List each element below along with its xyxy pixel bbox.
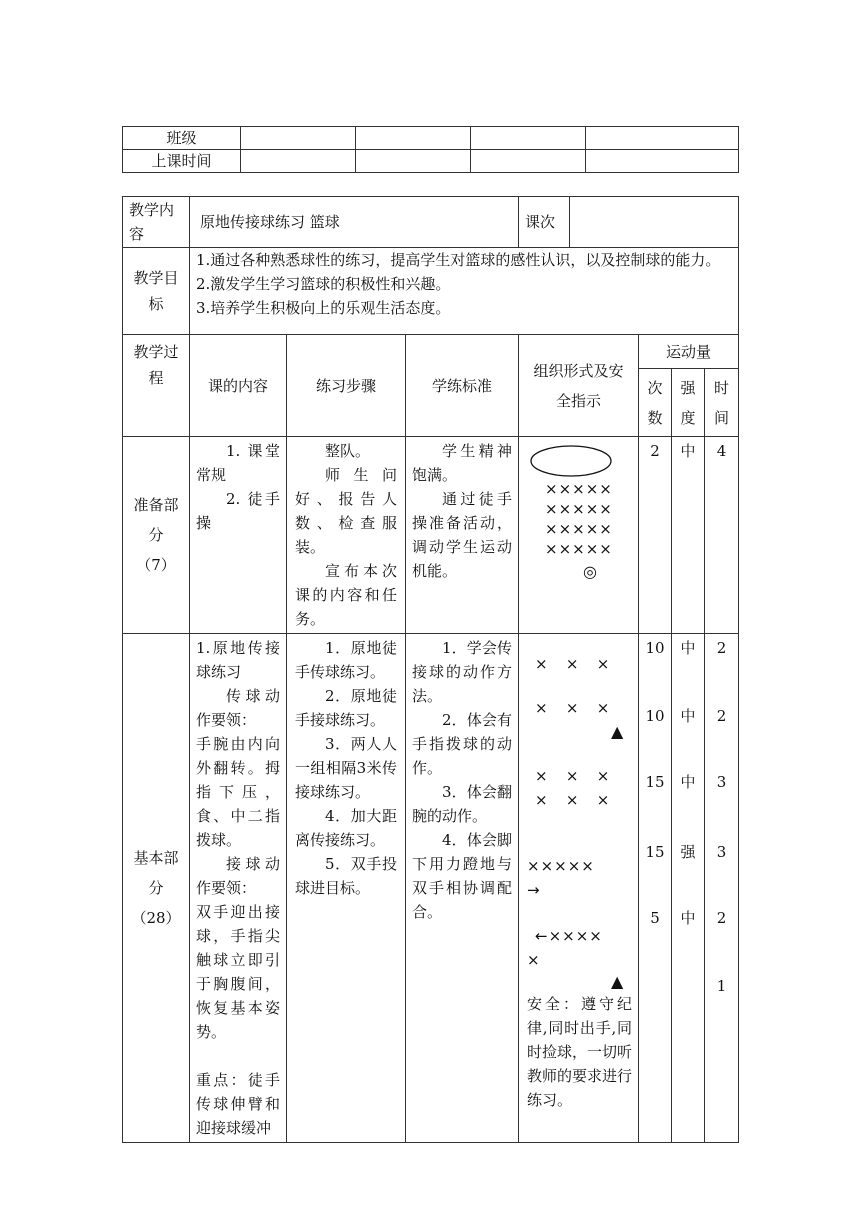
- prep-content-item: 1. 课堂常规: [196, 442, 280, 484]
- catch-label: 接球动作要领：: [196, 855, 280, 897]
- prep-count: 2: [639, 437, 672, 634]
- time-value: 3: [716, 773, 727, 791]
- basic-steps: [287, 634, 406, 1143]
- count-value: 15: [645, 843, 665, 861]
- arrow-right-icon: →: [527, 881, 541, 899]
- catch-text: 双手迎出接球，手指尖触球立即引于胸腹间，恢复基本姿势。: [196, 903, 280, 1041]
- objective-item: 3.培养学生积极向上的乐观生活态度。: [196, 299, 451, 317]
- prep-step-item: 宣布本次课的内容和任务。: [295, 562, 397, 628]
- class-info-table: [122, 126, 739, 173]
- formation-row: × × ×: [535, 791, 611, 809]
- count-value: 10: [645, 639, 665, 657]
- basic-formation: [519, 634, 639, 1143]
- formation-row: ×××××: [545, 500, 613, 518]
- class-cell-2[interactable]: [356, 127, 471, 150]
- count-value: 10: [645, 707, 665, 725]
- prep-content: [190, 437, 287, 634]
- col-intensity: 强度: [672, 369, 705, 437]
- prep-standard-item: 学生精神饱满。: [412, 442, 513, 484]
- pass-text: 手腕由内向外翻转。拇指下压，食、中二指拨球。: [196, 735, 280, 849]
- intensity-value: 中: [680, 707, 696, 725]
- time-value: 3: [716, 843, 727, 861]
- teacher-triangle-icon: ▲: [611, 972, 624, 991]
- class-cell-4[interactable]: [586, 127, 739, 150]
- basic-content-title: 1.原地传接球练习: [196, 639, 280, 681]
- col-steps: 练习步骤: [287, 335, 406, 437]
- objective-item: 2.激发学生学习篮球的积极性和兴趣。: [196, 275, 451, 293]
- formation-row: ×: [527, 951, 541, 969]
- time-value: 2: [716, 909, 727, 927]
- col-process: 教学过程: [123, 335, 190, 437]
- class-cell-3[interactable]: [471, 127, 586, 150]
- objectives-list: [190, 248, 739, 335]
- formation-row: × × ×: [535, 699, 611, 717]
- lesson-label: 课次: [519, 197, 570, 248]
- basic-step-item: 2．原地徒手接球练习。: [295, 687, 397, 729]
- intensity-value: 中: [680, 909, 696, 927]
- basic-intensities: [672, 634, 705, 1143]
- class-label: 班级: [123, 127, 241, 150]
- time-cell-2[interactable]: [356, 150, 471, 173]
- time-value: 1: [716, 977, 727, 995]
- objectives-label: 教学目标: [123, 248, 190, 335]
- teacher-triangle-icon: ▲: [611, 722, 624, 741]
- intensity-value: 中: [680, 639, 696, 657]
- basic-times: [705, 634, 739, 1143]
- prep-standard-item: 通过徒手操准备活动，调动学生运动机能。: [412, 490, 513, 580]
- time-value: 2: [716, 639, 727, 657]
- time-value: 2: [716, 707, 727, 725]
- formation-row: ×××××: [545, 520, 613, 538]
- col-organization: 组织形式及安全指示: [519, 335, 639, 437]
- content-value: 原地传接球练习 篮球: [190, 197, 519, 248]
- prep-step-item: 师生问好、报告人数、检查服装。: [295, 466, 397, 556]
- col-standard: 学练标准: [406, 335, 519, 437]
- basic-step-item: 3．两人人一组相隔3米传接球练习。: [295, 735, 397, 801]
- safety-note: 安全：遵守纪律,同时出手,同时捡球，一切听教师的要求进行练习。: [527, 995, 633, 1109]
- time-cell-1[interactable]: [241, 150, 356, 173]
- class-cell-1[interactable]: [241, 127, 356, 150]
- prep-step-item: 整队。: [325, 442, 371, 460]
- prep-minutes: （7）: [136, 556, 176, 574]
- basic-stage: 基本部分 （28）: [123, 634, 190, 1143]
- prep-content-item: 2. 徒手操: [196, 490, 280, 532]
- time-cell-4[interactable]: [586, 150, 739, 173]
- prep-standard: [406, 437, 519, 634]
- prep-formation: [519, 437, 639, 634]
- time-label: 上课时间: [123, 150, 241, 173]
- formation-row: ←××××: [535, 927, 603, 945]
- intensity-value: 中: [680, 773, 696, 791]
- basic-minutes: （28）: [131, 909, 181, 927]
- col-count: 次数: [639, 369, 672, 437]
- basic-standard-item: 1．学会传接球的动作方法。: [412, 639, 513, 705]
- prep-stage: 准备部分 （7）: [123, 437, 190, 634]
- basic-standard-item: 2．体会有手指拨球的动作。: [412, 711, 513, 777]
- basic-standard: [406, 634, 519, 1143]
- formation-row: ×××××: [545, 480, 613, 498]
- col-time: 时间: [705, 369, 739, 437]
- formation-row: ×××××: [527, 857, 595, 875]
- basic-step-item: 1．原地徒手传球练习。: [295, 639, 397, 681]
- basic-step-item: 5．双手投球进目标。: [295, 855, 397, 897]
- content-label: 教学内容: [123, 197, 190, 248]
- prep-intensity: 中: [672, 437, 705, 634]
- lesson-plan-table: [122, 196, 739, 1143]
- basic-standard-item: 4．体会脚下用力蹬地与双手相协调配合。: [412, 831, 513, 921]
- basic-content: [190, 634, 287, 1143]
- formation-row: × × ×: [535, 655, 611, 673]
- basic-step-item: 4．加大距离传接练习。: [295, 807, 397, 849]
- count-value: 5: [650, 909, 660, 927]
- time-cell-3[interactable]: [471, 150, 586, 173]
- formation-row: ×××××: [545, 540, 613, 558]
- prep-steps: [287, 437, 406, 634]
- teacher-mark-icon: ◎: [583, 562, 598, 581]
- lesson-value[interactable]: [570, 197, 739, 248]
- formation-row: × × ×: [535, 767, 611, 785]
- prep-time: 4: [705, 437, 739, 634]
- col-load: 运动量: [639, 335, 739, 369]
- basic-standard-item: 3．体会翻腕的动作。: [412, 783, 513, 825]
- objective-item: 1.通过各种熟悉球性的练习，提高学生对篮球的感性认识，以及控制球的能力。: [196, 251, 721, 269]
- col-content: 课的内容: [190, 335, 287, 437]
- circle-field-icon: [513, 441, 633, 481]
- key-points: 重点：徒手传球伸臂和迎接球缓冲: [196, 1071, 280, 1137]
- basic-counts: [639, 634, 672, 1143]
- intensity-value: 强: [680, 843, 696, 861]
- count-value: 15: [645, 773, 665, 791]
- pass-label: 传球动作要领：: [196, 687, 280, 729]
